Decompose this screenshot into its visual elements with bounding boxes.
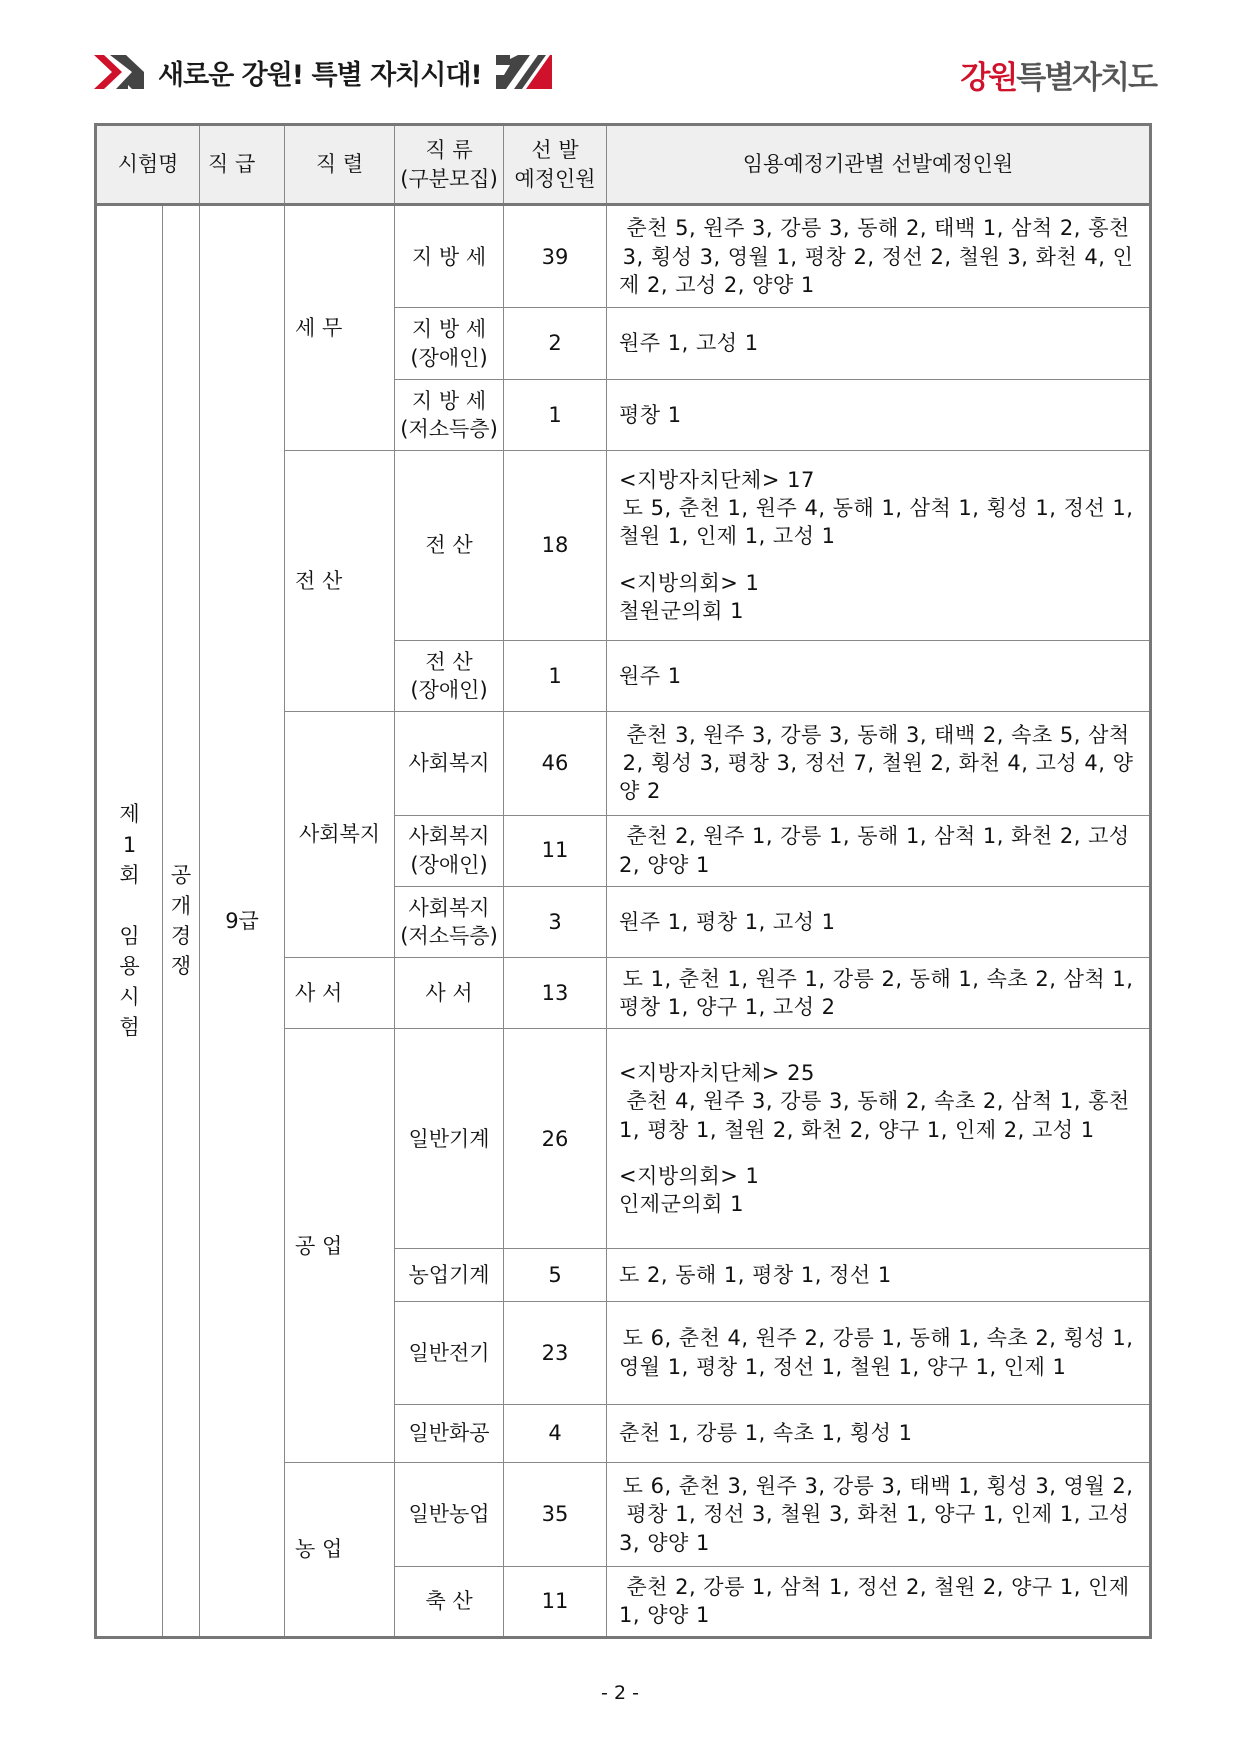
- header-type-line1: 직 류: [425, 138, 473, 163]
- agency-sublist: 철원군의회 1: [619, 598, 744, 623]
- type-cell: [395, 815, 504, 886]
- exam-char: 임: [119, 924, 140, 948]
- count-cell: 2: [504, 308, 607, 379]
- series-tax: [285, 205, 395, 451]
- series-welfare: 사회복지: [285, 712, 395, 958]
- agency-cell: 춘천 2, 원주 1, 강릉 1, 동해 1, 삼척 1, 화천 2, 고성 2, 양양 1: [607, 815, 1151, 886]
- series-it: [285, 451, 395, 712]
- type-text: 일반기계: [408, 1126, 490, 1151]
- count-cell: 35: [504, 1463, 607, 1566]
- exam-char: 회: [119, 863, 140, 888]
- series-tax-text: 세 무: [295, 315, 343, 340]
- type-text: 축 산: [425, 1589, 473, 1614]
- agency-cell: [607, 451, 1151, 641]
- agency-cell: 원주 1: [607, 640, 1151, 711]
- type-subtext: (장애인): [410, 677, 488, 702]
- header-grade-text: 직 급: [208, 152, 256, 177]
- agency-cell: 원주 1, 고성 1: [607, 308, 1151, 379]
- agency-cell: 원주 1, 평창 1, 고성 1: [607, 886, 1151, 957]
- count-cell: 13: [504, 958, 607, 1029]
- agency-subgroup-title: <지방의회> 1: [619, 570, 760, 595]
- header-series-text: 직 렬: [315, 152, 364, 177]
- agency-cell: 춘천 5, 원주 3, 강릉 3, 동해 2, 태백 1, 삼척 2, 홍천 3, 횡성 3, 영월 1, 평창 2, 정선 2, 철원 3, 화천 4, 인제 2, 고성 2, 양양 1: [607, 205, 1151, 308]
- header-series: [285, 125, 395, 205]
- header-count: [504, 125, 607, 205]
- agency-cell: 춘천 2, 강릉 1, 삼척 1, 정선 2, 철원 2, 양구 1, 인제 1, 양양 1: [607, 1566, 1151, 1637]
- exam-name-cell: [96, 205, 163, 1638]
- header-exam: 시험명: [96, 125, 200, 205]
- type-cell: [395, 1029, 504, 1249]
- brand-logo: [960, 52, 1156, 97]
- type-cell: [395, 886, 504, 957]
- series-librarian-text: 사 서: [295, 981, 343, 1006]
- series-agri: [285, 1463, 395, 1638]
- series-industry: [285, 1029, 395, 1463]
- exam-char: 제: [119, 802, 140, 827]
- exam-char: 시: [119, 984, 140, 1009]
- type-text: 전 산: [425, 533, 473, 558]
- count-cell: 11: [504, 1566, 607, 1637]
- exam-char: 험: [119, 1015, 140, 1040]
- agency-cell: 평창 1: [607, 379, 1151, 450]
- recruit-char: 쟁: [170, 954, 192, 979]
- type-text: 사회복지: [408, 824, 490, 849]
- agency-cell: 도 1, 춘천 1, 원주 1, 강릉 2, 동해 1, 속초 2, 삼척 1, 평창 1, 양구 1, 고성 2: [607, 958, 1151, 1029]
- type-text: 사회복지: [408, 751, 490, 776]
- type-cell: [395, 1301, 504, 1404]
- recruit-type-cell: [163, 205, 200, 1638]
- slogan-banner: [94, 52, 552, 92]
- recruit-char: 공: [170, 863, 192, 888]
- agency-cell: 도 6, 춘천 3, 원주 3, 강릉 3, 태백 1, 횡성 3, 영월 2, 평창 1, 정선 3, 철원 3, 화천 1, 양구 1, 인제 1, 고성 3, 양양 1: [607, 1463, 1151, 1566]
- type-subtext: (저소득층): [400, 416, 498, 441]
- header-count-line2: 예정인원: [514, 166, 596, 191]
- count-cell: 23: [504, 1301, 607, 1404]
- left-chevron-icon: [94, 55, 144, 89]
- type-cell: [395, 451, 504, 641]
- type-subtext: (장애인): [410, 345, 488, 370]
- type-cell: [395, 1463, 504, 1566]
- type-cell: [395, 640, 504, 711]
- header-type: [395, 125, 504, 205]
- agency-cell: 춘천 1, 강릉 1, 속초 1, 횡성 1: [607, 1404, 1151, 1462]
- count-cell: 5: [504, 1249, 607, 1301]
- exam-char: 용: [119, 954, 140, 979]
- recruitment-table: [94, 123, 1152, 1639]
- brand-text: 특별자치도: [1016, 60, 1156, 96]
- table-row: [96, 205, 1151, 308]
- agency-cell: 도 6, 춘천 4, 원주 2, 강릉 1, 동해 1, 속초 2, 횡성 1, 영월 1, 평창 1, 정선 1, 철원 1, 양구 1, 인제 1: [607, 1301, 1151, 1404]
- count-cell: 1: [504, 379, 607, 450]
- type-text: 사회복지: [408, 895, 490, 920]
- type-cell: [395, 1404, 504, 1462]
- type-text: 사 서: [425, 981, 473, 1006]
- header-agency: 임용예정기관별 선발예정인원: [607, 125, 1151, 205]
- header-count-line1: 선 발: [531, 138, 579, 163]
- type-cell: [395, 205, 504, 308]
- page-header: [94, 48, 1156, 94]
- count-cell: 1: [504, 640, 607, 711]
- series-librarian: [285, 958, 395, 1029]
- agency-cell: 춘천 3, 원주 3, 강릉 3, 동해 3, 태백 2, 속초 5, 삼척 2, 횡성 3, 평창 3, 정선 7, 철원 2, 화천 4, 고성 4, 양양 2: [607, 712, 1151, 815]
- agency-cell: 도 2, 동해 1, 평창 1, 정선 1: [607, 1249, 1151, 1301]
- count-cell: 4: [504, 1404, 607, 1462]
- count-cell: 46: [504, 712, 607, 815]
- grade-cell: 9급: [200, 205, 285, 1638]
- agency-subgroup-title: <지방의회> 1: [619, 1164, 760, 1189]
- header-grade: [200, 125, 285, 205]
- type-subtext: (장애인): [410, 852, 488, 877]
- agency-group-title: <지방자치단체> 17: [619, 467, 815, 492]
- brand-red-text: 강원: [960, 60, 1017, 96]
- type-text: 농업기계: [408, 1262, 490, 1287]
- page-number: - 2 -: [601, 1682, 639, 1704]
- type-cell: [395, 379, 504, 450]
- count-cell: 26: [504, 1029, 607, 1249]
- type-text: 일반농업: [408, 1502, 490, 1527]
- type-text: 지 방 세: [411, 388, 487, 413]
- header-type-line2: (구분모집): [400, 166, 498, 191]
- type-text: 지 방 세: [411, 244, 487, 269]
- slogan-text: 새로운 강원! 특별 자치시대!: [158, 59, 482, 91]
- count-cell: 18: [504, 451, 607, 641]
- recruit-char: 개: [170, 893, 192, 918]
- right-slash-icon: [496, 55, 552, 89]
- agency-group-title: <지방자치단체> 25: [619, 1061, 815, 1085]
- agency-sublist: 인제군의회 1: [619, 1192, 744, 1217]
- type-text: 지 방 세: [411, 317, 487, 342]
- series-it-text: 전 산: [295, 568, 343, 593]
- type-subtext: (저소득층): [400, 923, 498, 948]
- agency-list: 춘천 4, 원주 3, 강릉 3, 동해 2, 속초 2, 삼척 1, 홍천 1, 평창 1, 철원 2, 화천 2, 양구 1, 인제 2, 고성 1: [619, 1089, 1130, 1142]
- type-text: 일반전기: [408, 1340, 490, 1365]
- type-cell: [395, 712, 504, 815]
- type-cell: [395, 1249, 504, 1301]
- recruit-char: 경: [170, 924, 192, 948]
- table-header-row: [96, 125, 1151, 205]
- agency-list: 도 5, 춘천 1, 원주 4, 동해 1, 삼척 1, 횡성 1, 정선 1, 철원 1, 인제 1, 고성 1: [619, 495, 1134, 549]
- series-industry-text: 공 업: [295, 1233, 343, 1258]
- series-agri-text: 농 업: [295, 1537, 343, 1562]
- count-cell: 39: [504, 205, 607, 308]
- exam-char: 1: [122, 832, 137, 857]
- type-text: 전 산: [425, 649, 473, 674]
- agency-cell: [607, 1029, 1151, 1249]
- type-text: 일반화공: [408, 1421, 490, 1446]
- type-cell: [395, 958, 504, 1029]
- count-cell: 11: [504, 815, 607, 886]
- type-cell: [395, 1566, 504, 1637]
- type-cell: [395, 308, 504, 379]
- count-cell: 3: [504, 886, 607, 957]
